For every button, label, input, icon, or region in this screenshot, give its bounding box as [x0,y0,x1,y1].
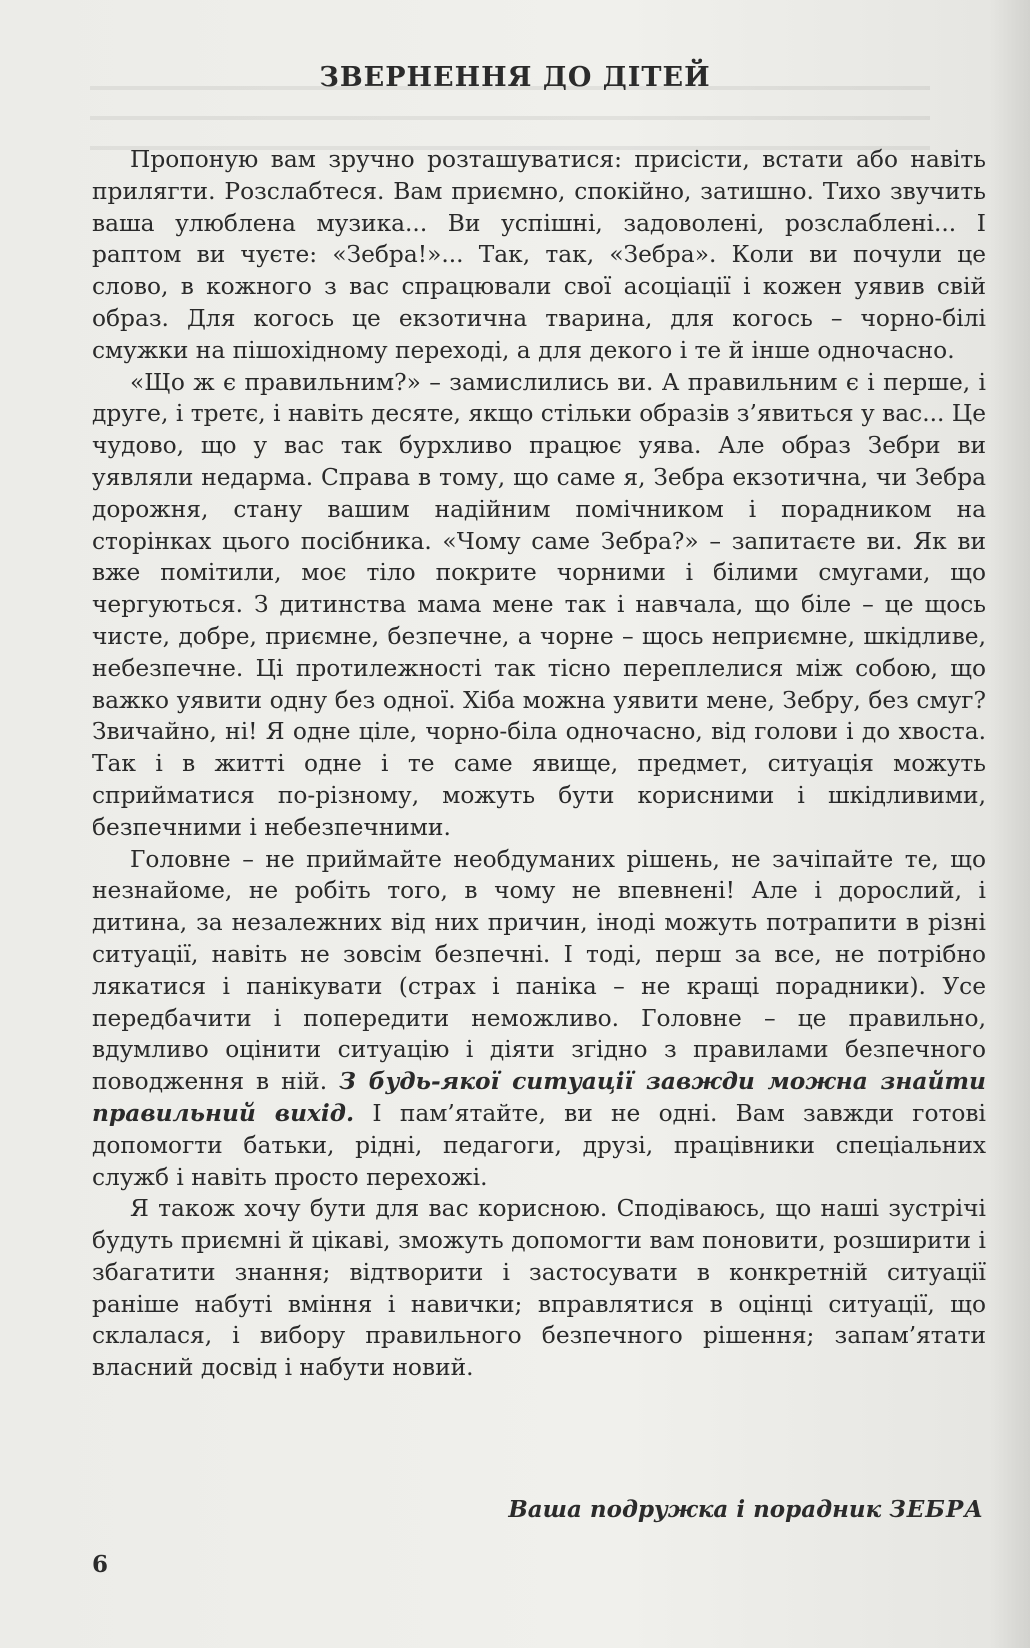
signature [508,1496,984,1523]
signature-name: ЗЕБРА [889,1496,984,1523]
paragraph-3-tail: І пам’ятайте, ви не одні. Вам завжди готові допомогти батьки, рідні, педагоги, друзі, працівники спеціальних служб і навіть просто перехожі. [92,1099,986,1191]
paragraph-1: Пропоную вам зручно розташуватися: присісти, встати або навіть прилягти. Розслабтеся. Вам приємно, спокійно, затишно. Тихо звучить ваша улюблена музика... Ви успішні, задоволені, розслаблені... І раптом ви чуєте: «Зебра!»... Так, так, «Зебра». Коли ви почули це слово, в кожного з вас спрацювали свої асоціації і кожен уявив свій образ. Для когось це екзотична тварина, для когось – чорно-білі смужки на пішохідному переході, а для декого і те й інше одночасно. [92,146,986,364]
paragraph-3-emphasis: З будь-якої ситуації завжди можна знайти правильний вихід. [92,1068,986,1127]
page-title: ЗВЕРНЕННЯ ДО ДІТЕЙ [319,62,711,93]
paragraph-4: Я також хочу бути для вас корисною. Сподіваюсь, що наші зустрічі будуть приємні й цікаві, зможуть допомогти вам поновити, розширити і збагатити знання; відтворити і застосувати в конкретній ситуації раніше набуті вміння і навички; вправлятися в оцінці ситуації, що склалася, і вибору правильного безпечного рішення; запам’ятати власний досвід і набути новий. [92,1195,986,1382]
paragraph-3 [92,844,986,1194]
paragraph-3-text: Головне – не приймайте необдуманих рішень, не зачіпайте те, що незнайоме, не робіть того, в чому не впевнені! Але і дорослий, і дитина, за незалежних від них причин, іноді можуть потрапити в різні ситуації, навіть не зовсім безпечні. І тоді, перш за все, не потрібно лякатися і панікувати (страх і паніка – не кращі порадники). Усе передбачити і попередити неможливо. Головне – це правильно, вдумливо оцінити ситуацію і діяти згідно з правилами безпечного поводження в ній. [92,845,986,1096]
page-number: 6 [92,1551,109,1578]
signature-prefix: Ваша подружка і порадник [508,1496,882,1523]
body-text [92,144,986,1384]
paragraph-2: «Що ж є правильним?» – замислились ви. А правильним є і перше, і друге, і третє, і навіть десяте, якщо стільки образів з’явиться у вас... Це чудово, що у вас так бурхливо працює уява. Але образ Зебри ви уявляли недарма. Справа в тому, що саме я, Зебра екзотична, чи Зебра дорожня, стану вашим надійним помічником і порадником на сторінках цього посібника. «Чому саме Зебра?» – запитаєте ви. Як ви вже помітили, моє тіло покрите чорними і білими смугами, що чергуються. З дитинства мама мене так і навчала, що біле – це щось чисте, добре, приємне, безпечне, а чорне – щось неприємне, шкідливе, небезпечне. Ці протилежності так тісно переплелися між собою, що важко уявити одну без одної. Хіба можна уявити мене, Зебру, без смуг? Звичайно, ні! Я одне ціле, чорно-біла одночасно, від голови і до хвоста. Так і в житті одне і те саме явище, предмет, ситуація можуть сприйматися по-різному, можуть бути корисними і шкідливими, безпечними і небезпечними. [92,368,986,841]
